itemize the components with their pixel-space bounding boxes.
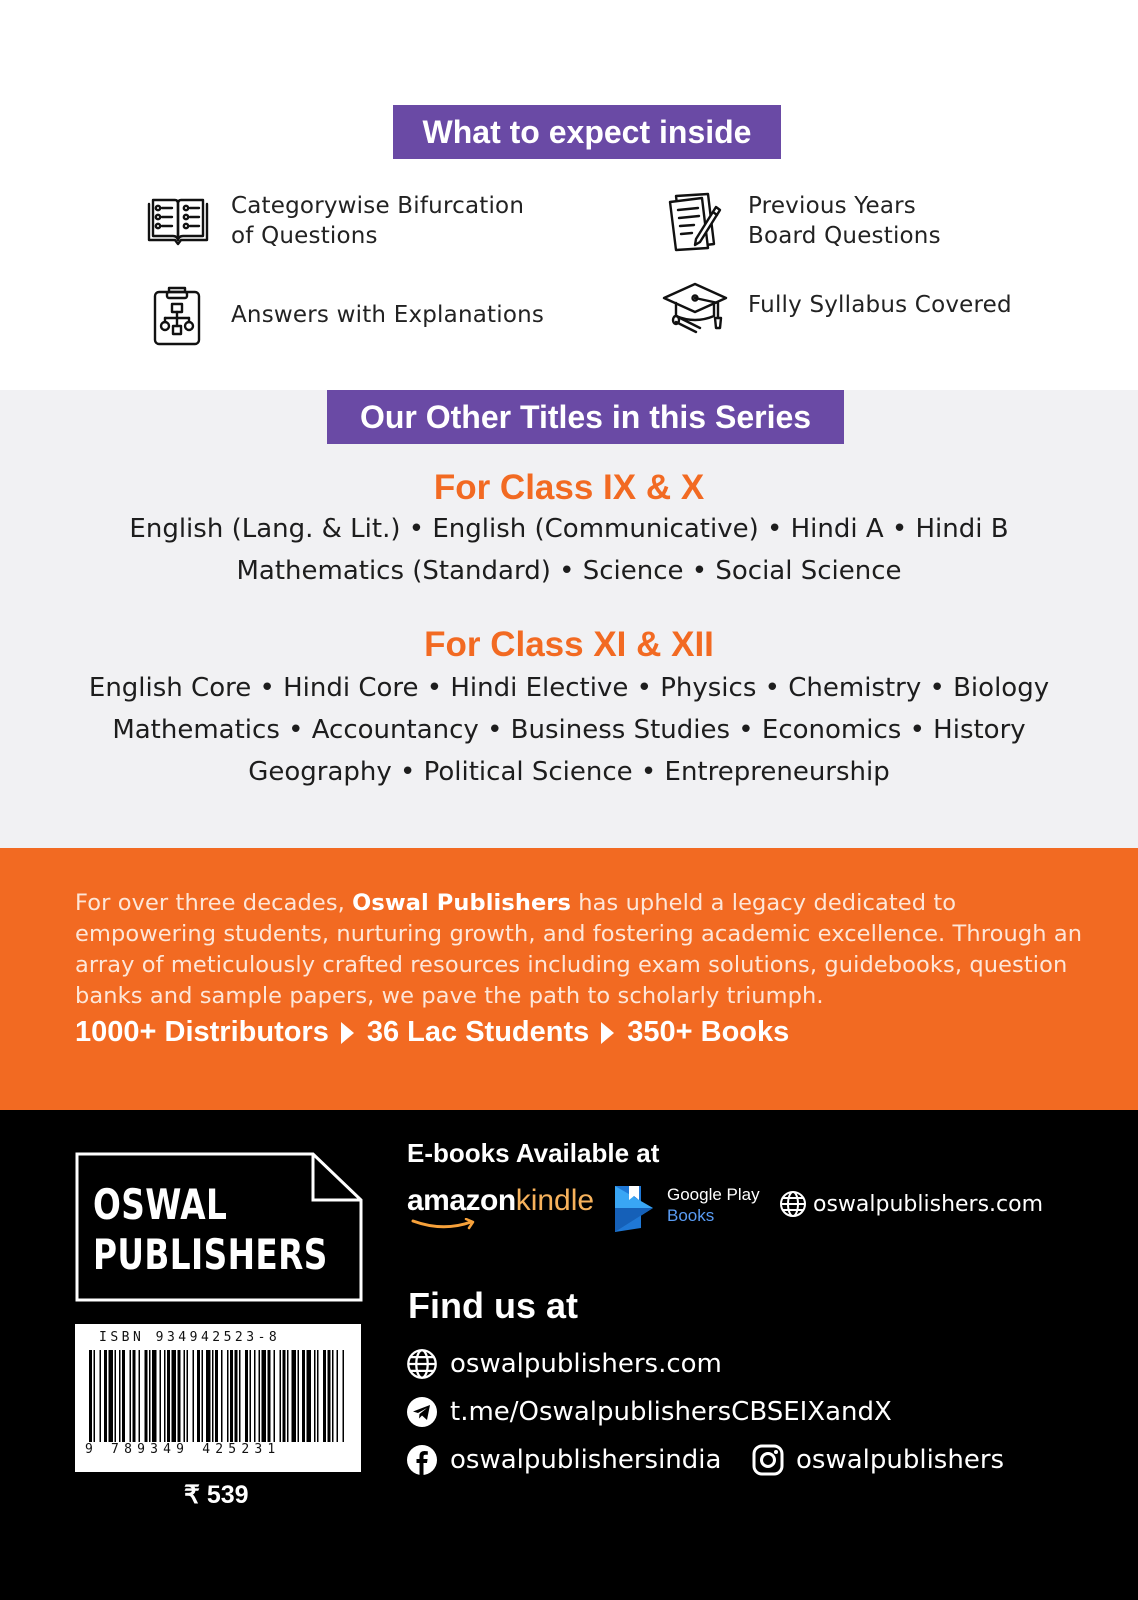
series-title: Our Other Titles in this Series [327, 390, 844, 444]
expect-section [0, 0, 1138, 390]
barcode-bar [139, 1350, 141, 1442]
barcode-bar [130, 1350, 132, 1442]
footer-section [0, 1110, 1138, 1600]
barcode-bar [292, 1350, 297, 1442]
graduation-cap-icon [662, 272, 728, 338]
feature-text: Answers with Explanations [231, 302, 545, 328]
barcode-bar [239, 1350, 241, 1442]
feature-categorywise [145, 188, 524, 254]
barcode-bar [283, 1350, 286, 1442]
amazon-smile-icon [411, 1218, 481, 1232]
barcode-bar [262, 1350, 267, 1442]
facebook-link[interactable] [406, 1444, 721, 1476]
about-section [0, 848, 1138, 1110]
barcode-bar [274, 1350, 276, 1442]
barcode-bar [317, 1350, 319, 1442]
barcode-bar [328, 1350, 331, 1442]
brand-name: Oswal Publishers [352, 890, 571, 916]
barcode-bar [206, 1350, 211, 1442]
stats-row [75, 1016, 789, 1049]
barcode-bar [268, 1350, 271, 1442]
barcode-bar [160, 1350, 162, 1442]
website-link[interactable] [406, 1348, 722, 1380]
google-play-books-icon[interactable] [611, 1182, 659, 1234]
subject-line: Mathematics (Standard) • Science • Social Science [236, 556, 902, 586]
arrow-right-icon [341, 1022, 354, 1044]
barcode-bar [104, 1350, 107, 1442]
telegram-text: t.me/OswalpublishersCBSEIXandX [450, 1397, 892, 1427]
barcode-bar [307, 1350, 312, 1442]
barcode-bar [280, 1350, 282, 1442]
series-section [0, 390, 1138, 848]
instagram-link[interactable] [752, 1444, 1004, 1476]
ebook-website-text: oswalpublishers.com [813, 1191, 1044, 1217]
about-paragraph [75, 888, 1085, 1012]
feature-previous-years [662, 188, 941, 254]
subject-line: Mathematics • Accountancy • Business Studies • Economics • History [112, 715, 1026, 745]
instagram-text: oswalpublishers [796, 1445, 1005, 1475]
barcode-bar [133, 1350, 136, 1442]
barcode-bar [89, 1350, 92, 1442]
barcode-bar [298, 1350, 300, 1442]
telegram-link[interactable] [406, 1396, 892, 1428]
barcode-bar [221, 1350, 223, 1442]
barcode-bar [323, 1350, 326, 1442]
barcode-bar [259, 1350, 261, 1442]
barcode-bar [164, 1350, 166, 1442]
subject-line: English (Lang. & Lit.) • English (Communicative) • Hindi A • Hindi B [129, 514, 1009, 544]
barcode-bar [152, 1350, 157, 1442]
barcode-bar [302, 1350, 305, 1442]
kindle-word: kindle [515, 1184, 595, 1217]
instagram-icon [752, 1444, 784, 1476]
ebooks-title: E-books Available at [407, 1138, 660, 1168]
barcode-bar [215, 1350, 218, 1442]
logo-line-1: OSWAL [93, 1180, 228, 1229]
barcode-bar [187, 1350, 189, 1442]
barcode-bar [212, 1350, 214, 1442]
telegram-icon [406, 1396, 438, 1428]
barcode-bar [167, 1350, 170, 1442]
book-icon [145, 188, 211, 254]
feature-text: Categorywise Bifurcation of Questions [231, 193, 525, 249]
stat-students: 36 Lac Students [366, 1016, 590, 1048]
feature-text: Previous Years Board Questions [748, 193, 941, 249]
about-text-end: has upheld a legacy dedicated to empowering students, nurturing growth, and fostering academic excellence. Through an array of meticulously crafted resources including exam solutions, guidebooks, question banks and sample papers, we pave the path to scholarly triumph. [75, 890, 1083, 1009]
facebook-icon [406, 1444, 438, 1476]
website-text: oswalpublishers.com [450, 1349, 722, 1379]
globe-icon [779, 1190, 807, 1218]
barcode-bar [100, 1350, 102, 1442]
feature-answers [145, 282, 544, 348]
books-text: Books [667, 1206, 715, 1225]
barcode-bar [197, 1350, 200, 1442]
class-ix-x-heading: For Class IX & X [433, 468, 705, 507]
class-ix-x-subjects [40, 508, 1098, 592]
publisher-logo [75, 1152, 363, 1302]
logo-line-2: PUBLISHERS [93, 1230, 328, 1279]
class-xi-xii-heading: For Class XI & XII [424, 625, 714, 664]
barcode-bar [332, 1350, 334, 1442]
papers-pencil-icon [662, 188, 728, 254]
clipboard-flowchart-icon [145, 282, 211, 348]
barcode-bar [314, 1350, 316, 1442]
barcode-digits: 9 789349 425231 [85, 1442, 281, 1457]
barcode-bar [227, 1350, 229, 1442]
barcode-bar [119, 1350, 121, 1442]
feature-text: Fully Syllabus Covered [748, 292, 1012, 318]
barcode-bar [145, 1350, 148, 1442]
barcode-bar [122, 1350, 125, 1442]
barcode-bar [149, 1350, 151, 1442]
feature-syllabus [662, 272, 1012, 338]
arrow-right-icon [601, 1022, 614, 1044]
ebook-stores [407, 1182, 1107, 1232]
amazon-kindle-logo[interactable] [407, 1184, 594, 1218]
barcode-bar [337, 1350, 339, 1442]
facebook-text: oswalpublishersindia [450, 1445, 722, 1475]
google-play-text: Google Play [667, 1185, 760, 1204]
globe-icon [406, 1348, 438, 1380]
barcode-bar [230, 1350, 233, 1442]
barcode-bar [235, 1350, 238, 1442]
barcode-bar [343, 1350, 345, 1442]
barcode-bar [178, 1350, 181, 1442]
subject-line: English Core • Hindi Core • Hindi Elective • Physics • Chemistry • Biology [88, 673, 1050, 703]
barcode-bar [254, 1350, 256, 1442]
isbn-label: ISBN 934942523-8 [99, 1330, 281, 1345]
amazon-word: amazon [407, 1184, 516, 1217]
class-xi-xii-subjects [40, 667, 1098, 793]
ebook-website-link[interactable] [779, 1190, 1043, 1218]
barcode-bars [89, 1350, 347, 1450]
stat-books: 350+ Books [627, 1016, 790, 1048]
barcode-bar [193, 1350, 195, 1442]
subject-line: Geography • Political Science • Entrepreneurship [248, 757, 890, 787]
barcode-bar [245, 1350, 248, 1442]
expect-title: What to expect inside [393, 105, 781, 159]
barcode-bar [172, 1350, 177, 1442]
barcode-bar [94, 1350, 96, 1442]
price: ₹ 539 [184, 1481, 249, 1509]
barcode-bar [109, 1350, 114, 1442]
find-us-title: Find us at [408, 1285, 578, 1326]
barcode-bar [287, 1350, 289, 1442]
stat-distributors: 1000+ Distributors [75, 1016, 329, 1048]
barcode-bar [202, 1350, 204, 1442]
google-play-books-label[interactable] [667, 1184, 760, 1226]
barcode-bar [115, 1350, 117, 1442]
isbn-barcode [75, 1324, 361, 1472]
about-text-start: For over three decades, [75, 890, 353, 916]
barcode-bar [184, 1350, 186, 1442]
logo-text [93, 1180, 328, 1280]
barcode-bar [250, 1350, 252, 1442]
